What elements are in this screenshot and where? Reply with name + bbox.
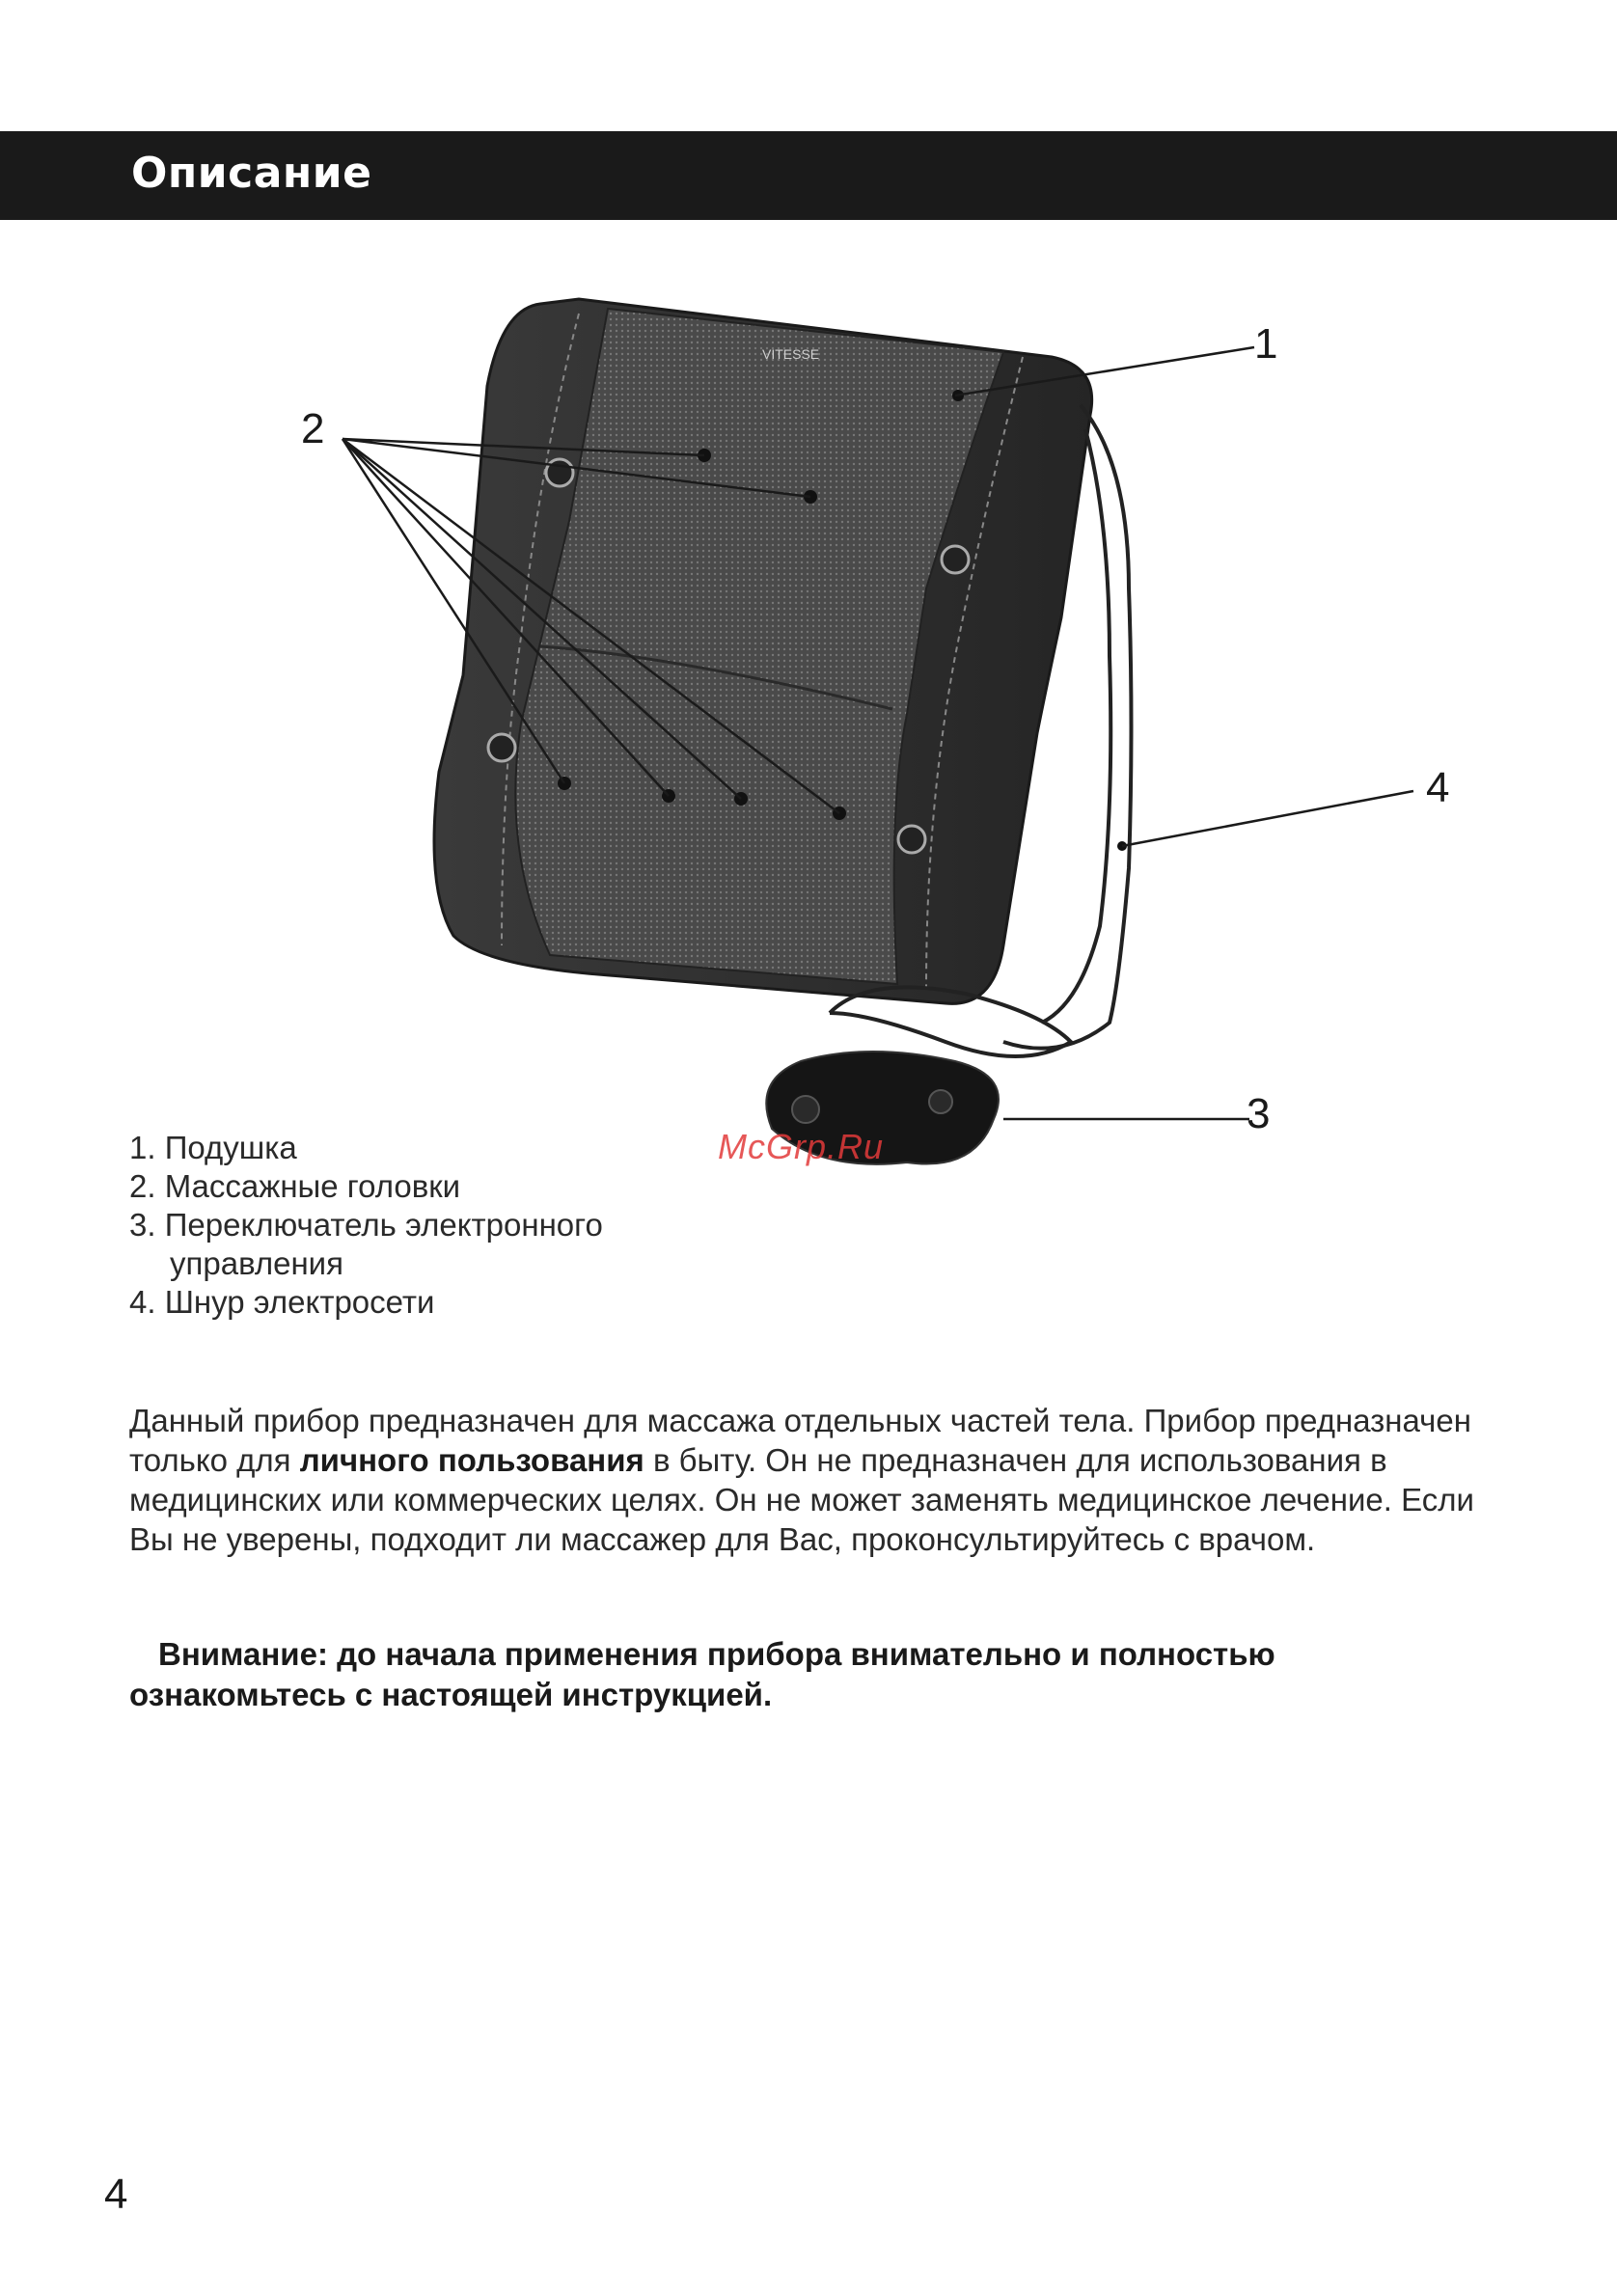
section-title: Описание — [131, 149, 372, 198]
parts-list-item: 1. Подушка — [129, 1130, 297, 1165]
parts-list-item: 3. Переключатель электронного — [129, 1207, 603, 1243]
section-header-bar — [0, 131, 1617, 220]
massage-cushion-illustration — [0, 270, 1617, 1235]
callout-number-2: 2 — [301, 405, 325, 452]
controller-button — [792, 1096, 819, 1123]
description-bold-text: личного пользования — [299, 1442, 644, 1478]
callout-number-3: 3 — [1247, 1090, 1271, 1137]
callout-number-1: 1 — [1254, 320, 1278, 368]
side-button — [546, 459, 573, 486]
description-text: Данный прибор предназначен для массажа отдельных частей тела. Прибор предназначен только для — [129, 1403, 1471, 1478]
warning-paragraph: Внимание: до начала применения прибора внимательно и полностью ознакомьтесь с настоящей инструкцией. — [129, 1636, 1275, 1712]
description-text: в быту. Он не предназначен для использования в медицинских или коммерческих целях. Он не может заменять медицинское лечение. Если Вы не уверены, подходит ли массажер для Вас, проконсультируйтесь с врачом. — [129, 1442, 1474, 1557]
parts-list — [129, 1129, 603, 1322]
callout-line-4 — [1122, 791, 1413, 846]
side-button — [488, 734, 515, 761]
parts-list-item-continuation: управления — [170, 1245, 343, 1281]
description-paragraph — [129, 1401, 1480, 1559]
side-button — [898, 826, 925, 853]
product-figure — [0, 270, 1617, 1235]
parts-list-item: 2. Массажные головки — [129, 1168, 461, 1204]
page-number: 4 — [104, 2171, 128, 2218]
side-button — [942, 546, 969, 573]
controller-button — [929, 1090, 952, 1113]
brand-logo: VITESSE — [762, 346, 820, 362]
watermark: McGrp.Ru — [718, 1127, 885, 1166]
callout-number-4: 4 — [1426, 764, 1450, 811]
parts-list-item: 4. Шнур электросети — [129, 1284, 435, 1320]
